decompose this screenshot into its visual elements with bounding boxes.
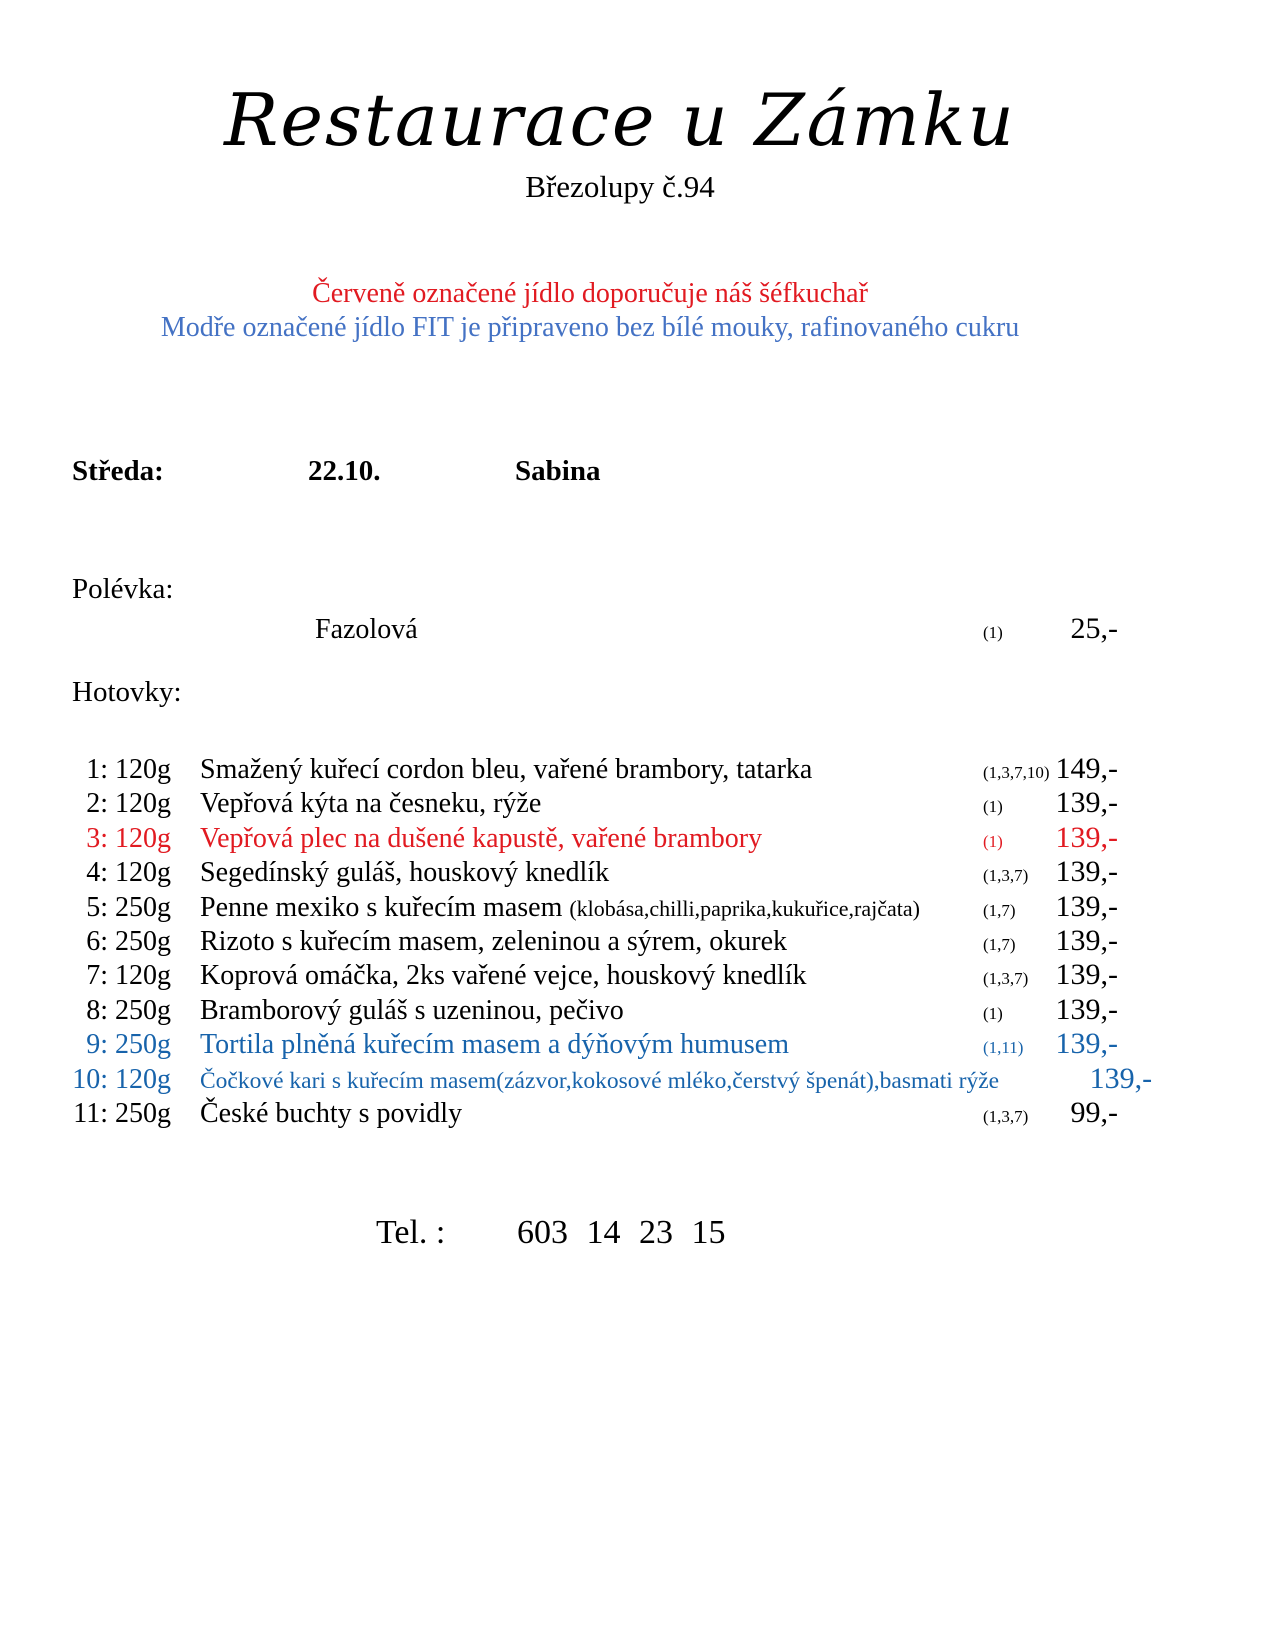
item-name-main: Rizoto s kuřecím masem, zeleninou a sýrem, okurek: [200, 925, 788, 957]
item-allergens: (1,11): [983, 1038, 1024, 1058]
item-price: 139,-: [1089, 1061, 1153, 1095]
restaurant-address: Březolupy č.94: [525, 169, 715, 204]
item-name-main: Vepřová plec na dušené kapustě, vařené brambory: [200, 822, 763, 854]
item-weight: 250g: [115, 925, 171, 957]
item-allergens: (1,3,7): [983, 1106, 1029, 1126]
item-allergens: (1,3,7,10): [983, 763, 1050, 782]
menu-row: [63, 958, 1118, 992]
item-weight: 120g: [115, 754, 171, 785]
item-allergens: (1,3,7): [983, 866, 1029, 886]
item-name: [193, 822, 965, 857]
item-number: 1:: [86, 754, 108, 785]
item-allergens: (1,3,7): [983, 969, 1029, 989]
item-weight: 250g: [115, 1097, 171, 1129]
item-allergens: (1): [983, 831, 1003, 851]
menu-row: [63, 752, 1118, 786]
item-name: [193, 959, 965, 994]
chef-recommendation-note: Červeně označené jídlo doporučuje náš šéfkuchař: [312, 278, 868, 309]
item-weight: 120g: [115, 788, 171, 820]
item-number: 8:: [86, 994, 108, 1026]
date-label: 22.10.: [308, 455, 381, 487]
item-name: [193, 1064, 999, 1098]
item-weight: 120g: [115, 822, 171, 854]
menu-row-fit: [63, 1061, 1153, 1096]
item-allergens: (1): [983, 1003, 1003, 1023]
item-price: 139,-: [1055, 889, 1118, 923]
item-name: [193, 856, 965, 891]
soup-allergens: (1): [983, 623, 1003, 642]
item-number: 9:: [86, 1029, 108, 1061]
item-price: 139,-: [1055, 855, 1118, 889]
item-name: [193, 1028, 965, 1063]
item-name: [193, 787, 965, 822]
phone-line: [0, 1214, 1275, 1258]
item-price: 139,-: [1055, 1027, 1118, 1061]
item-name-main: Smažený kuřecí cordon bleu, vařené brambory, tatarka: [200, 754, 813, 785]
item-price: 149,-: [1055, 752, 1118, 785]
item-price: 139,-: [1055, 923, 1118, 957]
item-name: [193, 1097, 965, 1132]
item-name-main: Penne mexiko s kuřecím masem: [200, 891, 570, 923]
item-name-main: České buchty s povidly: [200, 1097, 463, 1129]
menu-row-chef-special: [63, 821, 1118, 855]
item-name-main: Segedínský guláš, houskový knedlík: [200, 857, 610, 889]
day-header: [0, 455, 1275, 495]
item-name-main: Bramborový guláš s uzeninou, pečivo: [200, 994, 624, 1026]
item-allergens: (1): [983, 797, 1003, 817]
phone-number: 603 14 23 15: [517, 1214, 726, 1251]
soup-price: 25,-: [1070, 612, 1118, 645]
restaurant-title: Restaurace u Zámku: [224, 78, 1016, 162]
item-weight: 250g: [115, 994, 171, 1026]
item-name-main: Vepřová kýta na česneku, rýže: [200, 788, 542, 820]
item-number: 10:: [72, 1063, 108, 1095]
item-number: 2:: [86, 788, 108, 820]
menu-row: [63, 855, 1118, 889]
item-number: 7:: [86, 960, 108, 992]
item-name-main: Koprová omáčka, 2ks vařené vejce, houskový knedlík: [200, 960, 807, 992]
item-weight: 120g: [115, 857, 171, 889]
item-name-main: Čočkové kari s kuřecím masem(zázvor,kokosové mléko,čerstvý špenát),basmati rýže: [200, 1067, 1000, 1094]
item-name: [193, 994, 965, 1029]
item-number: 11:: [73, 1097, 108, 1129]
item-name: [193, 753, 965, 788]
cook-name: Sabina: [515, 455, 601, 487]
soup-section-label: Polévka:: [72, 573, 174, 605]
fit-meal-note: Modře označené jídlo FIT je připraveno bez bílé mouky, rafinovaného cukru: [160, 312, 1020, 343]
item-name-main: Tortila plněná kuřecím masem a dýňovým humusem: [200, 1029, 790, 1061]
menu-row: [63, 993, 1118, 1027]
menu-row-fit: [63, 1027, 1118, 1061]
item-price: 99,-: [1070, 1095, 1118, 1129]
weekday-label: Středa:: [72, 455, 164, 487]
item-weight: 250g: [115, 891, 171, 923]
item-price: 139,-: [1055, 992, 1118, 1026]
item-allergens: (1,7): [983, 934, 1016, 954]
item-number: 4:: [86, 857, 108, 889]
mains-section-label: Hotovky:: [72, 676, 182, 708]
menu-row: [63, 924, 1118, 958]
item-name-detail: (klobása,chilli,paprika,kukuřice,rajčata): [569, 895, 920, 921]
item-price: 139,-: [1055, 820, 1118, 854]
item-number: 5:: [86, 891, 108, 923]
menu-list: [63, 752, 1153, 1130]
item-name: [193, 891, 965, 926]
menu-row: [63, 1096, 1118, 1130]
menu-row: [63, 786, 1118, 820]
item-allergens: (1,7): [983, 900, 1016, 920]
menu-row: [63, 890, 1118, 924]
item-number: 3:: [86, 822, 108, 854]
soup-name: Fazolová: [315, 614, 418, 645]
item-price: 139,-: [1055, 958, 1118, 992]
item-price: 139,-: [1055, 786, 1118, 820]
item-weight: 250g: [115, 1029, 171, 1061]
phone-label: Tel. :: [376, 1214, 446, 1251]
menu-notes: [0, 277, 1180, 345]
item-weight: 120g: [115, 960, 171, 992]
item-weight: 120g: [115, 1063, 171, 1095]
item-number: 6:: [86, 925, 108, 957]
item-name: [193, 925, 965, 960]
soup-row: [63, 612, 1118, 646]
